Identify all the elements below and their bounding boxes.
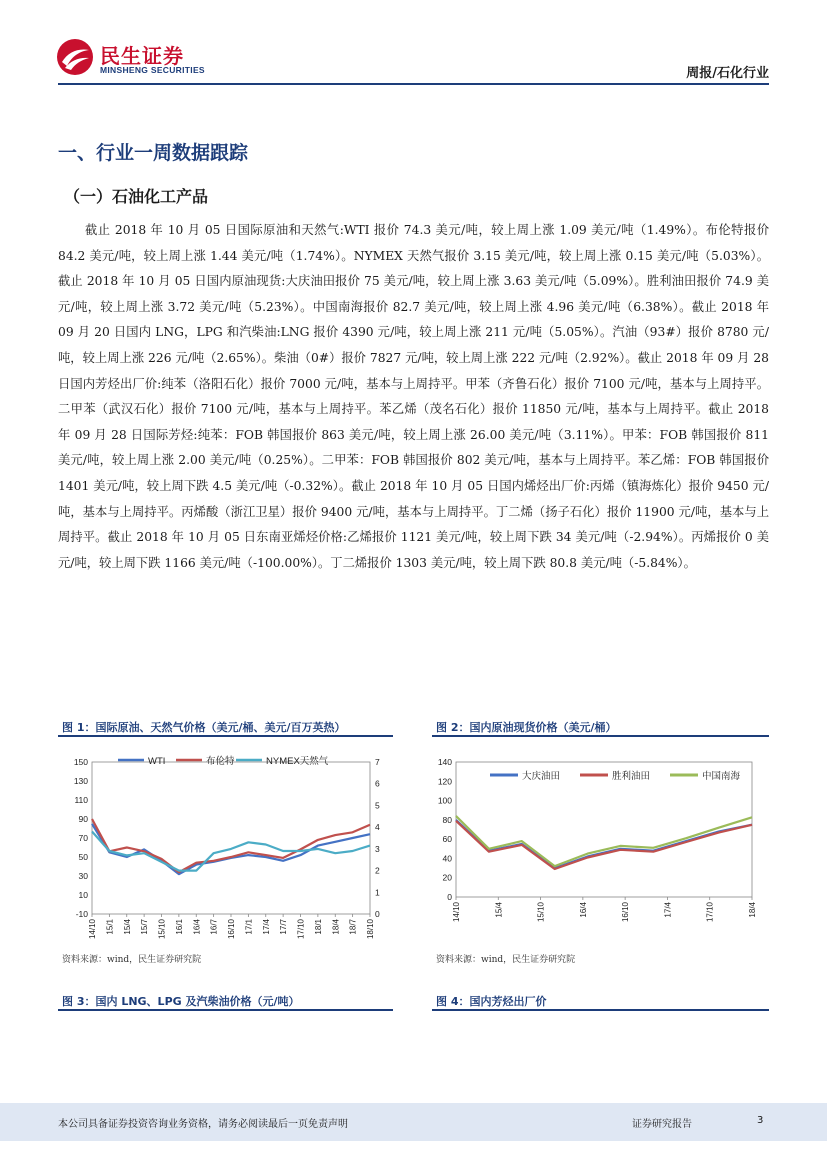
x-tick-label: 16/4 [578,902,588,918]
figure-1-chart [58,744,393,944]
figure-2-title: 图 2：国内原油现货价格（美元/桶） [436,721,617,734]
page-number: 3 [757,1115,764,1126]
y-tick-label: 20 [442,872,452,883]
plot-frame [456,762,752,897]
x-tick-label: 15/10 [157,919,167,940]
y-tick-label: 110 [74,795,88,805]
legend-label-3: 中国南海 [702,771,741,782]
x-tick-label: 16/10 [227,919,236,940]
x-tick-label: 16/1 [174,919,184,935]
y-tick-label: 130 [73,776,88,786]
figure-3-title: 图 3：国内 LNG、LPG 及汽柴油价格（元/吨） [62,995,300,1008]
y-tick-label: 80 [442,814,452,825]
x-tick-label: 17/4 [663,902,673,918]
y-tick-label: 90 [78,814,88,824]
y-tick-label: 100 [437,795,452,806]
footer-disclaimer: 本公司具备证券投资咨询业务资格，请务必阅读最后一页免责声明 [58,1119,348,1130]
figure-1-rule [58,735,393,737]
y-tick-label: 140 [437,757,452,767]
x-tick-label: 14/10 [452,902,461,923]
logo-chinese-name: 民生证券 [100,44,184,68]
figure-3-rule [58,1009,393,1011]
x-tick-label: 17/10 [296,919,306,940]
y2-tick-label: 0 [375,909,380,919]
footer-report-type: 证券研究报告 [632,1119,692,1130]
x-tick-label: 15/7 [140,919,150,935]
y-tick-label: 0 [447,892,452,902]
x-tick-label: 17/1 [244,919,254,935]
x-tick-label: 17/7 [279,919,289,935]
y2-tick-label: 3 [375,843,380,854]
y2-tick-label: 5 [375,800,380,811]
x-tick-label: 15/1 [105,919,115,935]
y-tick-label: 50 [78,852,88,862]
x-tick-label: 17/4 [261,919,271,935]
x-tick-label: 18/1 [313,919,323,935]
x-tick-label: 18/4 [748,902,757,918]
y2-tick-label: 6 [375,778,380,789]
figure-2-chart [432,744,769,944]
y-tick-label: 60 [442,834,452,845]
y2-tick-label: 2 [375,865,380,876]
x-tick-label: 16/10 [621,902,631,923]
series-line-2 [456,821,752,869]
x-tick-label: 17/10 [705,902,715,923]
page-header [0,0,827,90]
x-tick-label: 15/4 [122,919,132,935]
y-tick-label: 150 [73,757,88,767]
page-footer [0,1103,827,1141]
y-tick-label: 120 [437,776,452,787]
series-line-2 [92,819,370,872]
x-tick-label: 15/4 [494,902,504,918]
figure-2-rule [432,735,769,737]
figure-2-source: 资料来源：wind，民生证券研究院 [436,955,576,965]
series-line-1 [456,820,752,868]
y-tick-label: 10 [78,890,88,900]
x-tick-label: 14/10 [88,919,97,940]
y2-tick-label: 1 [375,887,380,898]
legend-label-3: NYMEX天然气 [266,756,329,767]
legend-label-1: 大庆油田 [522,771,561,782]
x-tick-label: 16/7 [209,919,219,935]
figure-1-title: 图 1：国际原油、天然气价格（美元/桶、美元/百万英热） [62,721,346,734]
series-line-3 [456,816,752,866]
legend-label-1: WTI [148,756,166,767]
legend-label-2: 胜利油田 [612,771,651,782]
x-tick-label: 16/4 [192,919,202,935]
y-tick-label: 40 [442,853,452,864]
x-tick-label: 15/10 [536,902,546,923]
x-tick-label: 18/10 [366,919,375,940]
figure-4-title: 图 4：国内芳烃出厂价 [436,995,547,1008]
x-tick-label: 18/7 [348,919,358,935]
header-divider [58,83,769,85]
x-tick-label: 18/4 [331,919,341,935]
minsheng-logo-icon [56,38,94,76]
body-paragraph: 截止 2018 年 10 月 05 日国际原油和天然气:WTI 报价 74.3 美元/吨，较上周上涨 1.09 美元/吨（1.49%）。布伦特报价 84.2 美元/吨，较上周上涨 1.44 美元/吨（1.74%）。NYMEX 天然气报价 3.15 美元/吨，较上周上涨 0.15 美元/吨（5.03%）。截止 2018 年 10 月 05 日国内原油现货:大庆油田报价 75 美元/吨，较上周上涨 3.63 美元/吨（5.09%）。胜利油田报价 74.9 美元/吨，较上周上涨 3.72 美元/吨（5.23%）。中国南海报价 82.7 美元/吨，较上周上涨 4.96 美元/吨（6.38%）。截止 2018 年 09 月 20 日国内 LNG，LPG 和汽柴油:LNG 报价 4390 元/吨，较上周上涨 211 元/吨（5.05%）。汽油（93#）报价 8780 元/吨，较上周上涨 226 元/吨（2.65%）。柴油（0#）报价 7827 元/吨，较上周上涨 222 元/吨（2.92%）。截止 2018 年 09 月 28 日国内芳烃出厂价:纯苯（洛阳石化）报价 7000 元/吨，基本与上周持平。甲苯（齐鲁石化）报价 7100 元/吨，基本与上周持平。二甲苯（武汉石化）报价 7100 元/吨，基本与上周持平。苯乙烯（茂名石化）报价 11850 元/吨，基本与上周持平。截止 2018 年 09 月 28 日国际芳烃:纯苯：FOB 韩国报价 863 美元/吨，较上周上涨 26.00 美元/吨（3.11%）。甲苯：FOB 韩国报价 811 美元/吨，较上周上涨 2.00 美元/吨（0.25%）。二甲苯：FOB 韩国报价 802 美元/吨，基本与上周持平。苯乙烯：FOB 韩国报价 1401 美元/吨，较上周下跌 4.5 美元/吨（-0.32%）。截止 2018 年 10 月 05 日国内烯烃出厂价:丙烯（镇海炼化）报价 9450 元/吨，基本与上周持平。丙烯酸（浙江卫星）报价 9400 元/吨，基本与上周持平。丁二烯（扬子石化）报价 11900 元/吨，基本与上周持平。截止 2018 年 10 月 05 日东南亚烯烃价格:乙烯报价 1121 美元/吨，较上周下跌 34 美元/吨（-2.94%）。丙烯报价 0 美元/吨，较上周下跌 1166 美元/吨（-100.00%）。丁二烯报价 1303 美元/吨，较上周下跌 80.8 美元/吨（-5.84%）。 [58,223,769,570]
y-tick-label: -10 [75,909,88,919]
figure-1-source: 资料来源：wind，民生证券研究院 [62,955,202,965]
section-heading: 一、行业一周数据跟踪 [58,142,249,164]
y2-tick-label: 4 [375,822,380,833]
document-type: 周报/石化行业 [686,66,769,81]
y2-tick-label: 7 [375,757,380,767]
y-tick-label: 30 [78,871,88,881]
figure-4-rule [432,1009,769,1011]
y-tick-label: 70 [78,833,88,843]
minsheng-logo [56,38,216,82]
legend-label-2: 布伦特 [206,756,235,767]
subsection-heading: （一）石油化工产品 [64,187,209,206]
logo-english-name: MINSHENG SECURITIES [100,65,205,75]
